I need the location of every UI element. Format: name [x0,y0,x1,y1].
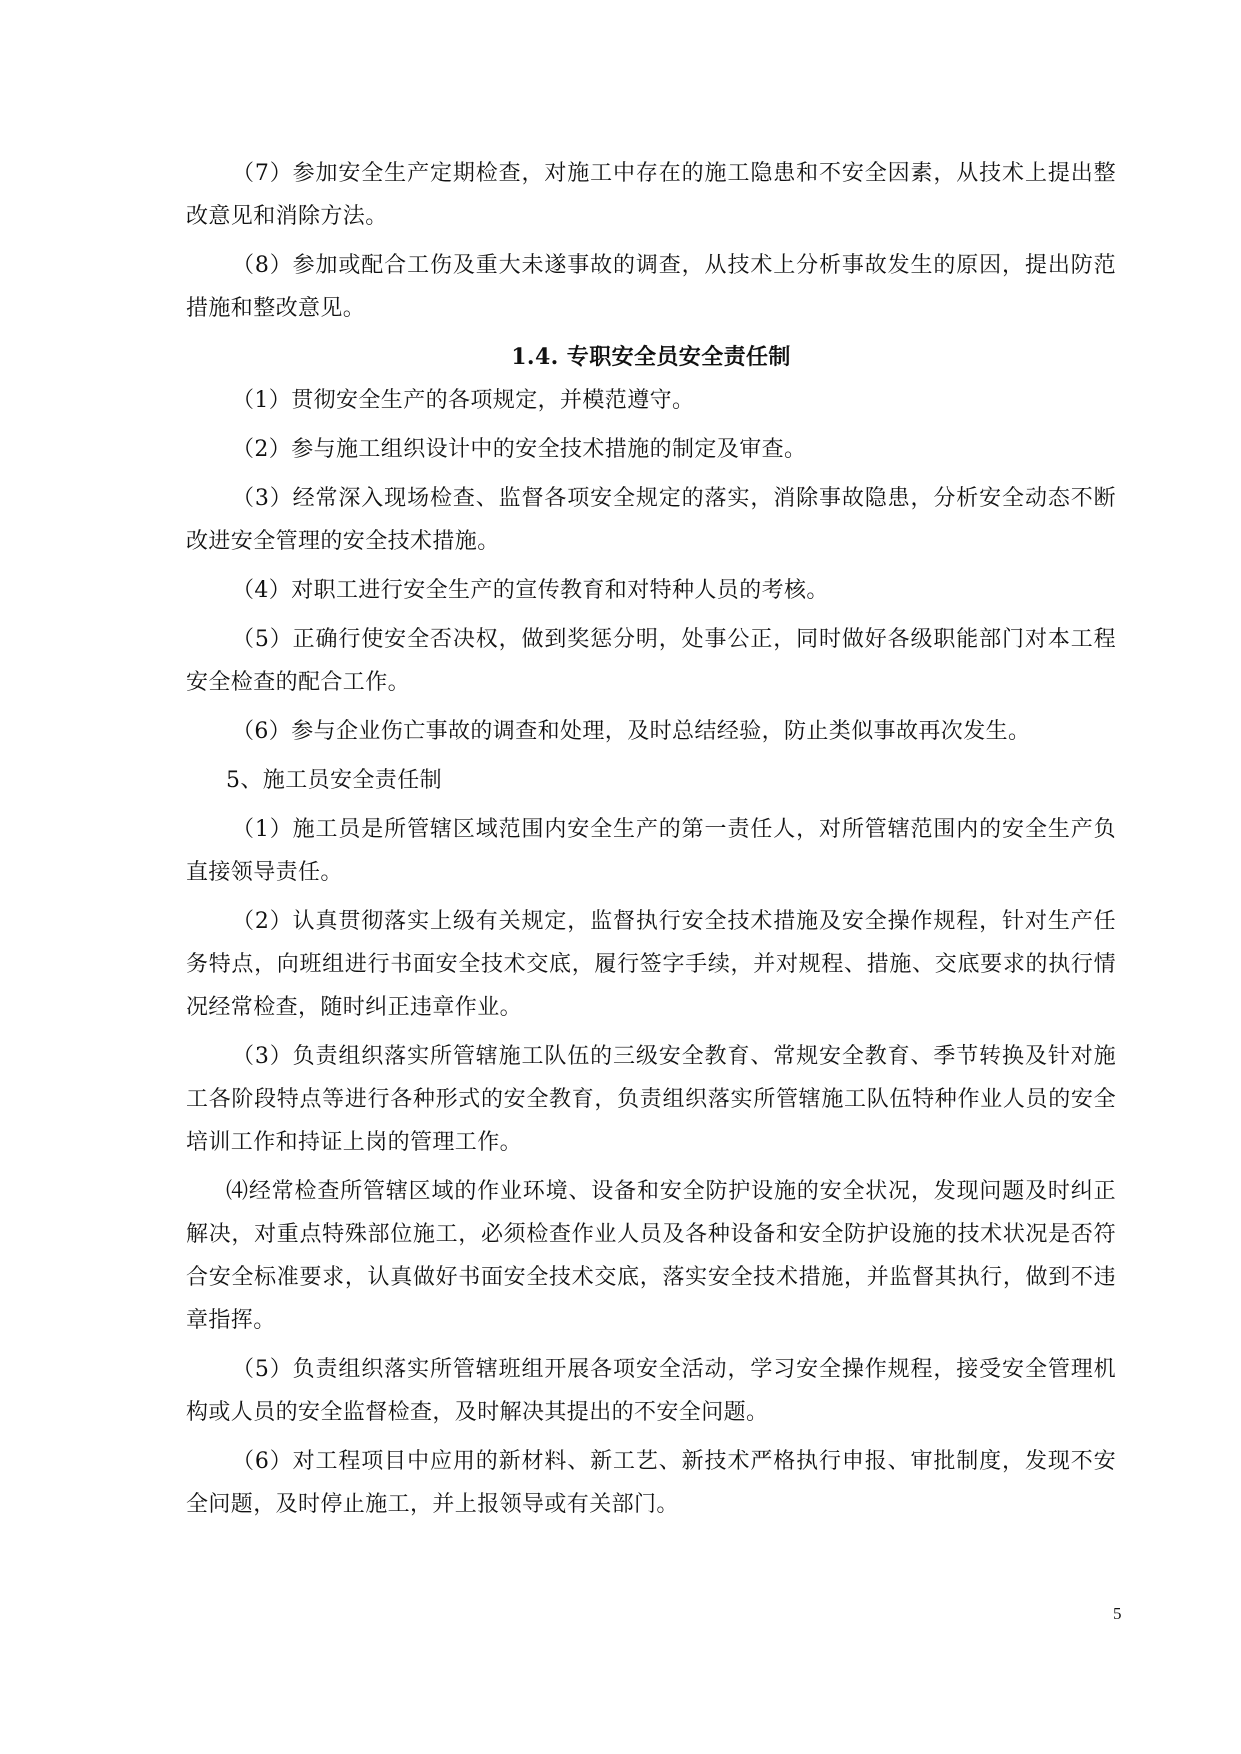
section-heading: 1.4. 专职安全员安全责任制 [511,344,791,370]
list-item: （2）参与施工组织设计中的安全技术措施的制定及审查。 [232,437,807,462]
paragraph: （7）参加安全生产定期检查，对施工中存在的施工隐患和不安全因素，从技术上提出整改意见和消除方法。 [186,161,1116,229]
list-item: ⑷经常检查所管辖区域的作业环境、设备和安全防护设施的安全状况，发现问题及时纠正解决，对重点特殊部位施工，必须检查作业人员及各种设备和安全防护设施的技术状况是否符合安全标准要求，认真做好书面安全技术交底，落实安全技术措施，并监督其执行，做到不违章指挥。 [186,1179,1116,1333]
list-item: （1）施工员是所管辖区域范围内安全生产的第一责任人，对所管辖范围内的安全生产负直接领导责任。 [186,817,1116,885]
page-number: 5 [1113,1604,1122,1623]
list-item: （3）经常深入现场检查、监督各项安全规定的落实，消除事故隐患，分析安全动态不断改进安全管理的安全技术措施。 [186,486,1116,554]
list-item: （6）对工程项目中应用的新材料、新工艺、新技术严格执行申报、审批制度，发现不安全问题，及时停止施工，并上报领导或有关部门。 [186,1449,1116,1517]
subsection-title: 5、施工员安全责任制 [226,768,442,793]
list-item: （5）正确行使安全否决权，做到奖惩分明，处事公正，同时做好各级职能部门对本工程安全检查的配合工作。 [186,627,1116,695]
list-item: （3）负责组织落实所管辖施工队伍的三级安全教育、常规安全教育、季节转换及针对施工各阶段特点等进行各种形式的安全教育，负责组织落实所管辖施工队伍特种作业人员的安全培训工作和持证上岗的管理工作。 [186,1044,1116,1155]
list-item: （2）认真贯彻落实上级有关规定，监督执行安全技术措施及安全操作规程，针对生产任务特点，向班组进行书面安全技术交底，履行签字手续，并对规程、措施、交底要求的执行情况经常检查，随时纠正违章作业。 [186,909,1116,1020]
list-item: （6）参与企业伤亡事故的调查和处理，及时总结经验，防止类似事故再次发生。 [232,719,1031,744]
paragraph: （8）参加或配合工伤及重大未遂事故的调查，从技术上分析事故发生的原因，提出防范措施和整改意见。 [186,253,1116,321]
list-item: （5）负责组织落实所管辖班组开展各项安全活动，学习安全操作规程，接受安全管理机构或人员的安全监督检查，及时解决其提出的不安全问题。 [186,1357,1116,1425]
list-item: （1）贯彻安全生产的各项规定，并模范遵守。 [232,388,695,413]
list-item: （4）对职工进行安全生产的宣传教育和对特种人员的考核。 [232,578,829,603]
document-body [186,152,1116,1526]
